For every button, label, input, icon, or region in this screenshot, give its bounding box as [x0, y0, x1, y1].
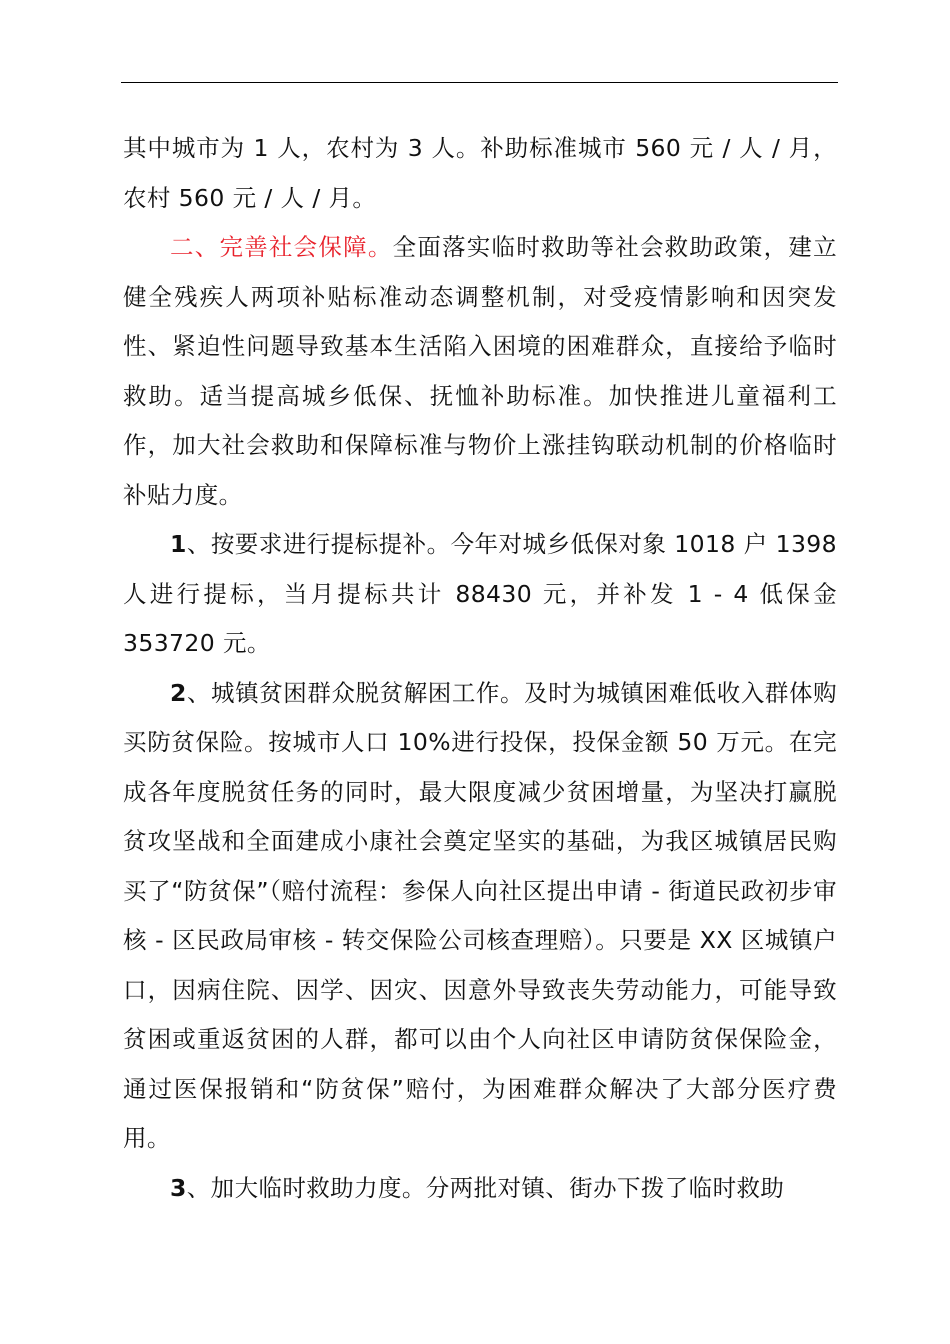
paragraph-section-two [123, 223, 837, 520]
paragraph-item-2 [123, 669, 837, 1164]
section-heading: 二、完善社会保障。 [170, 233, 393, 261]
document-body [123, 124, 837, 1213]
header-rule [121, 82, 838, 83]
item-number: 2 [170, 678, 187, 707]
paragraph-item-1 [123, 520, 837, 669]
item-number: 1 [170, 530, 187, 558]
paragraph-continuation: 其中城市为 1 人，农村为 3 人。补助标准城市 560 元 / 人 / 月，农村 560 元 / 人 / 月。 [123, 134, 837, 212]
paragraph-item-3 [123, 1164, 837, 1214]
item-body: 、加大临时救助力度。分两批对镇、街办下拨了临时救助 [186, 1173, 785, 1202]
item-body: 、按要求进行提标提补。今年对城乡低保对象 1018 户 1398 人进行提标，当月提标共计 88430 元，并补发 1 - 4 低保金 353720 元。 [123, 530, 837, 657]
section-body: 全面落实临时救助等社会救助政策，建立健全残疾人两项补贴标准动态调整机制，对受疫情影响和因突发性、紧迫性问题导致基本生活陷入困境的困难群众，直接给予临时救助。适当提高城乡低保、抚恤补助标准。加快推进儿童福利工作，加大社会救助和保障标准与物价上涨挂钩联动机制的价格临时补贴力度。 [123, 233, 837, 509]
item-number: 3 [170, 1173, 187, 1202]
item-body: 、城镇贫困群众脱贫解困工作。及时为城镇困难低收入群体购买防贫保险。按城市人口 10%进行投保，投保金额 50 万元。在完成各年度脱贫任务的同时，最大限度减少贫困增量，为坚决打赢脱贫攻坚战和全面建成小康社会奠定坚实的基础，为我区城镇居民购买了“防贫保”（赔付流程：参保人向社区提出申请 - 街道民政初步审核 - 区民政局审核 - 转交保险公司核查理赔）。只要是 XX 区城镇户口，因病住院、因学、因灾、因意外导致丧失劳动能力，可能导致贫困或重返贫困的人群，都可以由个人向社区申请防贫保保险金，通过医保报销和“防贫保”赔付，为困难群众解决了大部分医疗费用。 [123, 678, 837, 1152]
